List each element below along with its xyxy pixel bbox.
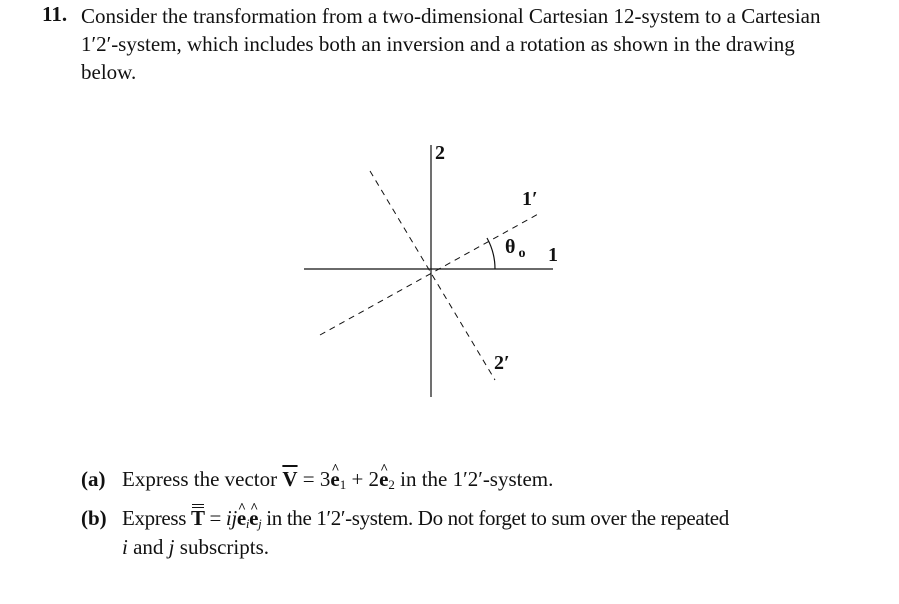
problem-number: 11.	[42, 2, 68, 26]
axis-label-1p: 1′	[522, 188, 538, 210]
angle-arc	[487, 238, 495, 269]
problem-statement: Consider the transformation from a two-dimensional Cartesian 12-system to a Cartesian 1′2′-system, which includes both an inversion and a rotation as shown in the drawing below.	[81, 4, 821, 84]
axis-1p-line	[320, 213, 540, 335]
axis-label-2p: 2′	[494, 352, 510, 374]
axis-2p-line	[370, 171, 495, 380]
part-b: (b) Express T = ije $\^{}_ie$ $\^{}_j$ in the 1′2′-system. Do not forget to sum over the repeated	[81, 504, 871, 538]
axis-label-1: 1	[548, 244, 558, 266]
transformation-diagram	[290, 135, 580, 400]
axis-label-2: 2	[435, 142, 445, 164]
part-a: (a) Express the vector $\overline{V} = 3e$ $\^{}_1 + 2e$ $\^{}_2$ in the 1′2′-system.	[81, 465, 871, 499]
angle-label: θ $_o$	[505, 236, 526, 261]
part-b-continuation: i and j subscripts.	[122, 535, 270, 559]
